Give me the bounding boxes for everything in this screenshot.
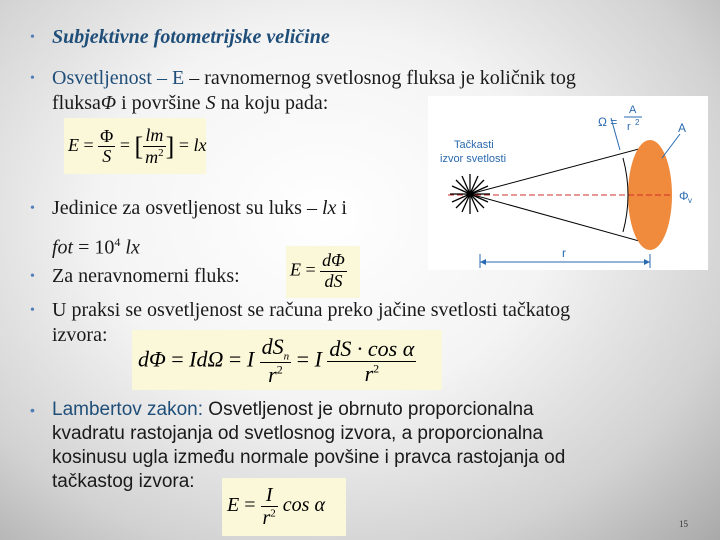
formula-eq: =: [83, 134, 94, 155]
lambert-line3: kosinusu ugla između normale povšine i pravca rastojanja od: [52, 447, 566, 468]
s-symbol: S: [205, 92, 216, 114]
frac-den: m: [145, 146, 159, 167]
omega-denominator-exp: 2: [635, 118, 640, 127]
formula-e: E: [290, 259, 301, 280]
omega-label: Ω =: [598, 115, 618, 129]
frac-exp: 2: [270, 507, 276, 520]
bullet-dot: •: [30, 402, 35, 418]
bullet-dot: •: [30, 30, 35, 45]
r-label: r: [562, 246, 566, 260]
jedinice-text: Jedinice za osvetljenost su luks –: [52, 197, 322, 219]
fot-eq: = 10: [73, 236, 115, 259]
frac-sub: n: [283, 350, 290, 363]
formula-eq: =: [244, 494, 256, 517]
phi-v-label: Φ: [679, 189, 689, 203]
osvetljenost-label: Osvetljenost – E: [52, 67, 185, 89]
formula-eq: =: [228, 346, 242, 372]
formula-e-dphi-ds: [286, 246, 360, 298]
formula-lx: lx: [193, 134, 207, 155]
fot-symbol: fot: [52, 236, 74, 259]
frac-num: dS: [261, 334, 284, 359]
fraction-lm-m2: [143, 126, 166, 168]
omega-numerator: A: [629, 104, 637, 116]
bullet-dot: •: [30, 303, 35, 318]
fot-exp: 4: [114, 235, 121, 249]
frac-num: lm: [143, 126, 166, 147]
lambert-line2: kvadratu rastojanja od svetlosnog izvora, a proporcionalna: [52, 423, 544, 444]
formula-idomega: IdΩ: [189, 346, 224, 372]
frac-exp: 2: [373, 361, 380, 376]
fluksa-text: fluksa: [52, 92, 101, 114]
bullet-dot: •: [30, 269, 35, 284]
osvetljenost-text: – ravnomernog svetlosnog fluksa je količnik tog: [184, 67, 576, 89]
u-praksi-line1: U praksi se osvetljenost se računa preko jačine svetlosti tačkatog: [52, 299, 571, 321]
frac-exp: 2: [158, 146, 164, 159]
formula-e: E: [68, 134, 79, 155]
omega-denominator: r: [627, 121, 631, 133]
frac-num: Φ: [100, 125, 114, 146]
formula-eq: =: [119, 134, 130, 155]
formula-dphi: dΦ: [138, 346, 166, 372]
frac-num: dS · cos α: [329, 335, 415, 361]
formula-e-phi-s: E = $\frac{\Phi}{S}$ = [ $\frac{lm}{m^2}$ ] = lx: [64, 118, 206, 174]
formula-eq: =: [171, 346, 184, 372]
formula-i: I: [314, 346, 322, 372]
frac-den: S: [102, 146, 112, 167]
povrsine-text: i površine: [116, 92, 206, 114]
phi-v-subscript: v: [688, 196, 692, 205]
frac-num: I: [261, 484, 278, 507]
bullet-dot: •: [30, 201, 35, 216]
bullet-text: [52, 398, 690, 494]
slide-title: Subjektivne fotometrijske veličine: [52, 26, 330, 48]
fraction-dphi-ds: [320, 251, 347, 292]
formula-i: I: [246, 346, 255, 372]
page-number: 15: [679, 519, 688, 529]
frac-num: dΦ: [322, 250, 345, 270]
fraction-i-r2: [261, 484, 278, 529]
formula-dphi-idomega: [132, 330, 442, 390]
na-koju-pada-text: na koju pada:: [215, 92, 329, 114]
bullet-dot: •: [30, 71, 35, 86]
lambert-line1: Osvetljenost je obrnuto proporcionalna: [203, 399, 534, 420]
lx-symbol-2: lx: [120, 236, 140, 259]
formula-eq: =: [305, 259, 316, 280]
area-label: A: [678, 121, 687, 135]
source-label-line2: izvor svetlosti: [440, 153, 507, 165]
formula-cos: cos α: [282, 494, 325, 517]
u-praksi-line2: izvora:: [52, 324, 108, 346]
phi-symbol: Φ: [100, 92, 117, 114]
frac-den: dS: [324, 270, 343, 291]
frac-den: r: [262, 507, 271, 529]
neravnomerni-text: Za neravnomerni fluks:: [52, 265, 240, 287]
formula-e: E: [227, 494, 240, 517]
lx-symbol: lx: [321, 197, 337, 219]
area-pointer: [662, 134, 680, 158]
formula-eq: =: [296, 346, 310, 372]
frac-den: r: [268, 362, 277, 388]
frac-den: r: [364, 360, 374, 386]
lambert-line4: tačkastog izvora:: [52, 471, 195, 492]
formula-lambert: [222, 478, 346, 536]
bullet-text: [52, 196, 690, 261]
and-text: i: [336, 197, 347, 219]
fraction-ds-cos-r2: [327, 337, 416, 386]
fraction-dsn-r2: [260, 335, 292, 388]
frac-exp: 2: [276, 363, 283, 378]
fraction-phi-s: [98, 127, 115, 168]
source-label-line1: Tačkasti: [454, 139, 494, 151]
lambert-label: Lambertov zakon:: [52, 399, 204, 420]
formula-eq: =: [178, 134, 189, 155]
